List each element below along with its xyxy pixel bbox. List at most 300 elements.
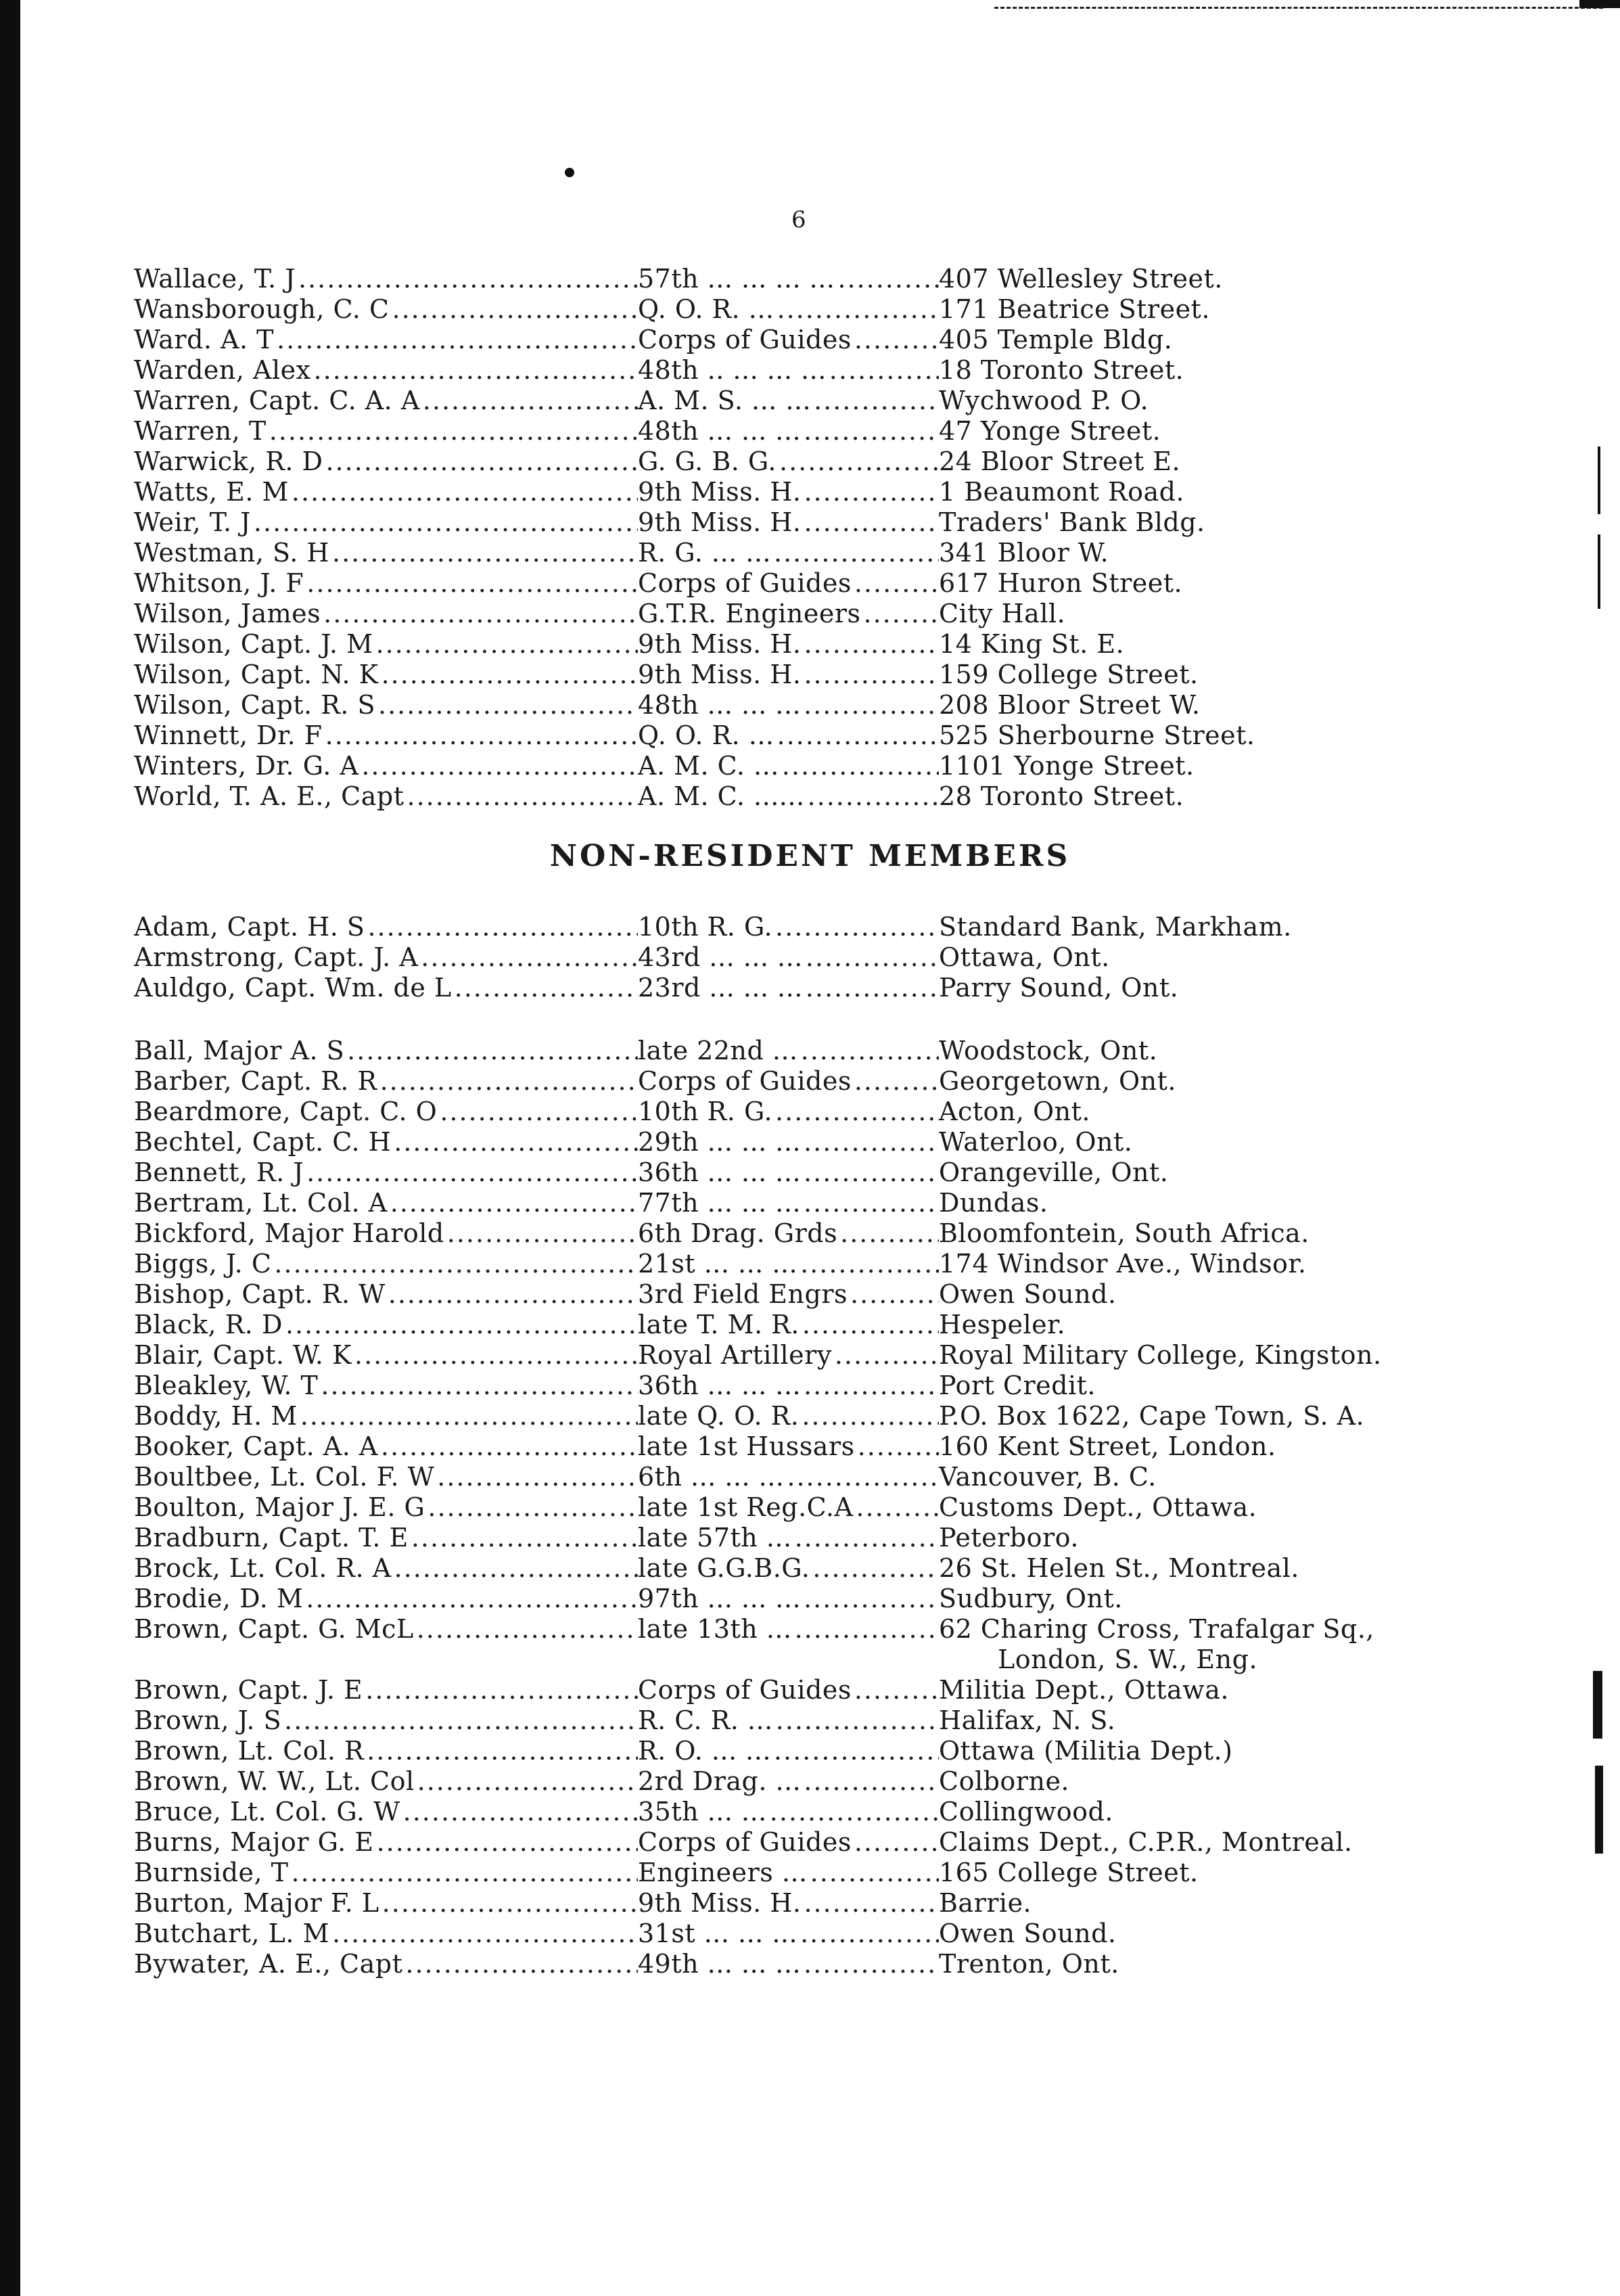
member-row	[134, 1157, 1419, 1188]
member-row	[134, 325, 1419, 355]
member-address-continuation: London, S. W., Eng.	[998, 1645, 1258, 1674]
member-unit: 35th ... ...	[638, 1797, 767, 1827]
member-row	[134, 942, 1419, 973]
margin-mark	[1598, 446, 1600, 514]
dot-leader	[804, 660, 939, 690]
member-row	[134, 1614, 1419, 1645]
member-unit: 31st ... ... ...	[638, 1919, 798, 1948]
member-name: Wilson, Capt. N. K	[134, 660, 379, 689]
member-name: Wansborough, C. C	[134, 294, 390, 324]
member-name-cell	[134, 1584, 638, 1614]
member-row	[134, 1797, 1419, 1827]
member-name-cell	[134, 1492, 638, 1523]
group-spacer	[134, 1003, 1419, 1036]
dot-leader	[804, 629, 939, 660]
dot-leader	[455, 973, 638, 1003]
dot-leader	[269, 416, 638, 446]
member-name: Warren, T	[134, 416, 267, 446]
member-name-cell	[134, 1949, 638, 1979]
member-address: 160 Kent Street, London.	[939, 1431, 1276, 1461]
member-address: 1 Beaumont Road.	[939, 477, 1185, 507]
dot-leader	[802, 1401, 939, 1431]
member-unit-cell	[638, 477, 939, 507]
member-unit-cell	[638, 751, 939, 781]
member-row	[134, 1675, 1419, 1705]
dot-leader	[376, 629, 638, 660]
member-row	[134, 1279, 1419, 1310]
ink-dot	[565, 168, 574, 177]
member-address: 405 Temple Bldg.	[939, 325, 1173, 354]
member-address: City Hall.	[939, 599, 1066, 628]
member-name: Warwick, R. D	[134, 446, 323, 476]
member-unit-cell	[638, 1462, 939, 1492]
member-name: Booker, Capt. A. A	[134, 1431, 378, 1461]
member-unit-cell	[638, 1523, 939, 1553]
member-unit-cell	[638, 599, 939, 629]
member-name: Blair, Capt. W. K	[134, 1340, 352, 1370]
dot-leader	[814, 386, 939, 416]
member-name: Brock, Lt. Col. R. A	[134, 1553, 392, 1583]
dot-leader	[325, 446, 638, 477]
member-unit-cell	[638, 1279, 939, 1310]
member-unit: late T. M. R.	[638, 1310, 800, 1339]
dot-leader	[808, 781, 939, 812]
member-address: Colborne.	[939, 1766, 1070, 1796]
section-heading: NON-RESIDENT MEMBERS	[549, 839, 1071, 873]
member-unit: 23rd ... ... ...	[638, 973, 803, 1003]
member-name: Brown, Lt. Col. R	[134, 1736, 365, 1766]
member-address: Militia Dept., Ottawa.	[939, 1675, 1229, 1705]
member-unit-cell	[638, 1858, 939, 1888]
member-row	[134, 507, 1419, 538]
dot-leader	[850, 1279, 939, 1310]
member-unit: 48th ... ... ...	[638, 416, 802, 446]
member-address: 28 Toronto Street.	[939, 781, 1184, 811]
member-row	[134, 1827, 1419, 1858]
member-name: Boulton, Major J. E. G	[134, 1492, 425, 1522]
dot-leader	[323, 599, 638, 629]
dot-leader	[365, 1675, 638, 1705]
member-name: Brown, J. S	[134, 1705, 282, 1735]
dot-leader	[804, 1888, 939, 1919]
member-unit: A. M. C. ......	[638, 781, 805, 811]
member-unit-cell	[638, 660, 939, 690]
member-name-cell	[134, 690, 638, 720]
member-name-cell	[134, 912, 638, 942]
member-name: Bickford, Major Harold	[134, 1218, 444, 1248]
member-address: Standard Bank, Markham.	[939, 912, 1292, 942]
member-name-cell	[134, 1401, 638, 1431]
member-row	[134, 294, 1419, 325]
member-name: Armstrong, Capt. J. A	[134, 942, 419, 972]
member-unit-cell	[638, 355, 939, 386]
member-row	[134, 1584, 1419, 1614]
dot-leader	[795, 1614, 939, 1645]
member-unit-cell	[638, 1553, 939, 1584]
member-name: Weir, T. J	[134, 507, 251, 537]
member-name-cell	[134, 1705, 638, 1736]
dot-leader	[854, 1827, 939, 1858]
member-name-cell	[134, 1218, 638, 1249]
member-name: Bennett, R. J	[134, 1157, 304, 1187]
member-unit: 36th ... ... ...	[638, 1371, 802, 1400]
member-name: Wilson, Capt. R. S	[134, 690, 375, 720]
member-unit-cell	[638, 1218, 939, 1249]
dot-leader	[810, 1858, 939, 1888]
member-unit: Corps of Guides	[638, 325, 852, 354]
member-name-cell	[134, 1371, 638, 1401]
member-unit-cell	[638, 1431, 939, 1462]
dot-leader	[254, 507, 638, 538]
member-name: Burns, Major G. E	[134, 1827, 374, 1857]
member-address: 26 St. Helen St., Montreal.	[939, 1553, 1299, 1583]
dot-leader	[347, 1036, 638, 1066]
member-unit-cell	[638, 973, 939, 1003]
member-unit: 2rd Drag. ...	[638, 1766, 802, 1796]
member-name: Ball, Major A. S	[134, 1036, 345, 1065]
member-address: 18 Toronto Street.	[939, 355, 1184, 385]
dot-leader	[300, 1401, 638, 1431]
member-unit: 21st ... ... ...	[638, 1249, 798, 1279]
member-unit-cell	[638, 1371, 939, 1401]
member-name-cell	[134, 355, 638, 386]
member-row	[134, 629, 1419, 660]
dot-leader	[804, 1127, 939, 1157]
dot-leader	[437, 1462, 638, 1492]
member-unit-cell	[638, 942, 939, 973]
dot-leader	[285, 1310, 638, 1340]
member-name-cell	[134, 781, 638, 812]
member-row	[134, 599, 1419, 629]
dot-leader	[390, 1188, 638, 1218]
member-name-cell	[134, 1858, 638, 1888]
member-row	[134, 973, 1419, 1003]
member-unit-cell	[638, 568, 939, 599]
member-unit: late Q. O. R.	[638, 1401, 800, 1431]
member-unit: R. C. R. ...	[638, 1705, 773, 1735]
member-unit-cell	[638, 264, 939, 294]
member-unit: 97th ... ... ...	[638, 1584, 802, 1613]
member-row	[134, 416, 1419, 446]
member-unit-cell	[638, 446, 939, 477]
member-unit-cell	[638, 781, 939, 812]
member-address: Owen Sound.	[939, 1279, 1117, 1309]
member-name: Westman, S. H	[134, 538, 330, 568]
member-unit: 10th R. G.	[638, 912, 773, 942]
member-name: Boultbee, Lt. Col. F. W	[134, 1462, 435, 1492]
member-unit-cell	[638, 1188, 939, 1218]
member-row	[134, 912, 1419, 942]
member-unit: 6th Drag. Grds	[638, 1218, 838, 1248]
member-row	[134, 1736, 1419, 1766]
member-address: Vancouver, B. C.	[939, 1462, 1157, 1492]
member-unit: Corps of Guides	[638, 1066, 852, 1096]
member-address: Royal Military College, Kingston.	[939, 1340, 1382, 1370]
member-unit: Corps of Guides	[638, 1675, 852, 1705]
member-unit: Corps of Guides	[638, 1827, 852, 1857]
member-unit: Q. O. R. ...	[638, 720, 774, 750]
member-name: Warden, Alex	[134, 355, 311, 385]
member-address: Parry Sound, Ont.	[939, 973, 1179, 1003]
member-row	[134, 1371, 1419, 1401]
member-unit-cell	[638, 386, 939, 416]
dot-leader	[775, 912, 939, 942]
member-row	[134, 1858, 1419, 1888]
member-name: Brown, W. W., Lt. Col	[134, 1766, 415, 1796]
member-row	[134, 1431, 1419, 1462]
member-unit-cell	[638, 912, 939, 942]
dot-leader	[804, 690, 939, 720]
member-unit: 9th Miss. H.	[638, 477, 802, 507]
member-unit: 49th ... ... ...	[638, 1949, 802, 1979]
member-name-cell	[134, 1127, 638, 1157]
member-row	[134, 1310, 1419, 1340]
non-resident-members-list	[134, 912, 1419, 1979]
member-name-cell	[134, 1523, 638, 1553]
dot-leader	[394, 1127, 638, 1157]
member-unit: 77th ... ... ...	[638, 1188, 802, 1218]
dot-leader	[392, 294, 638, 325]
member-row	[134, 1097, 1419, 1127]
member-row	[134, 355, 1419, 386]
member-name-cell	[134, 1827, 638, 1858]
member-unit: 36th ... ... ...	[638, 1157, 802, 1187]
dot-leader	[800, 1249, 939, 1279]
member-unit: Royal Artillery	[638, 1340, 832, 1370]
dot-leader	[277, 325, 638, 355]
dot-leader	[306, 1584, 638, 1614]
member-address: 171 Beatrice Street.	[939, 294, 1210, 324]
member-name: Barber, Capt. R. R	[134, 1066, 377, 1096]
member-name-cell	[134, 1675, 638, 1705]
member-name: Adam, Capt. H. S	[134, 912, 365, 942]
member-address: 341 Bloor W.	[939, 538, 1109, 568]
member-name: Bleakley, W. T	[134, 1371, 319, 1400]
member-address: 14 King St. E.	[939, 629, 1125, 659]
dot-leader	[314, 355, 638, 386]
member-name-cell	[134, 264, 638, 294]
member-address: 1101 Yonge Street.	[939, 751, 1195, 781]
dot-leader	[804, 1949, 939, 1979]
member-address: Woodstock, Ont.	[939, 1036, 1158, 1065]
dot-leader	[787, 1462, 939, 1492]
member-unit-cell	[638, 1340, 939, 1371]
member-unit-cell	[638, 1705, 939, 1736]
member-name-cell	[134, 477, 638, 507]
dot-leader	[354, 1340, 638, 1371]
dot-leader	[806, 973, 939, 1003]
member-name-cell	[134, 1766, 638, 1797]
member-row	[134, 660, 1419, 690]
dot-leader	[837, 264, 939, 294]
member-name: Butchart, L. M	[134, 1919, 329, 1948]
member-address: Hespeler.	[939, 1310, 1066, 1339]
member-name-cell	[134, 416, 638, 446]
member-address: Traders' Bank Bldg.	[939, 507, 1205, 537]
member-name-cell	[134, 599, 638, 629]
member-unit: 57th ... ... ... ...	[638, 264, 835, 294]
dot-leader	[804, 416, 939, 446]
member-row	[134, 720, 1419, 751]
dot-leader	[782, 751, 939, 781]
page-number: 6	[791, 206, 806, 233]
member-row	[134, 264, 1419, 294]
member-unit-cell	[638, 1127, 939, 1157]
member-unit: Q. O. R. ...	[638, 294, 774, 324]
dot-leader	[381, 660, 638, 690]
member-row	[134, 1766, 1419, 1797]
dot-leader	[274, 1249, 638, 1279]
dot-leader	[380, 1066, 638, 1097]
member-row	[134, 1888, 1419, 1919]
dot-leader	[367, 912, 638, 942]
member-name: Auldgo, Capt. Wm. de L	[134, 973, 452, 1003]
member-name-cell	[134, 942, 638, 973]
dot-leader	[854, 1675, 939, 1705]
member-unit-cell	[638, 325, 939, 355]
dot-leader	[407, 781, 638, 812]
member-name-cell	[134, 325, 638, 355]
member-address: Bloomfontein, South Africa.	[939, 1218, 1310, 1248]
member-unit: late 57th ...	[638, 1523, 792, 1553]
member-name-cell	[134, 751, 638, 781]
member-address: Wychwood P. O.	[939, 386, 1149, 415]
member-address: Collingwood.	[939, 1797, 1113, 1827]
member-unit: G.T.R. Engineers	[638, 599, 861, 628]
member-name: Bywater, A. E., Capt	[134, 1949, 403, 1979]
resident-members-list	[134, 264, 1419, 812]
margin-mark	[1593, 1671, 1602, 1739]
member-address: Georgetown, Ont.	[939, 1066, 1176, 1096]
member-name-cell	[134, 973, 638, 1003]
dot-leader	[801, 1036, 939, 1066]
member-name-cell	[134, 629, 638, 660]
member-name-cell	[134, 1462, 638, 1492]
dot-leader	[321, 1371, 638, 1401]
member-unit-cell	[638, 720, 939, 751]
member-address: 174 Windsor Ave., Windsor.	[939, 1249, 1307, 1279]
member-address: Claims Dept., C.P.R., Montreal.	[939, 1827, 1353, 1857]
member-name-cell	[134, 1036, 638, 1066]
dot-leader	[864, 599, 940, 629]
member-row	[134, 1066, 1419, 1097]
member-unit: 9th Miss. H.	[638, 507, 802, 537]
member-unit-cell	[638, 1675, 939, 1705]
member-name: Bishop, Capt. R. W	[134, 1279, 386, 1309]
member-unit: 9th Miss. H.	[638, 1888, 802, 1918]
member-name-cell	[134, 1340, 638, 1371]
member-name: World, T. A. E., Capt	[134, 781, 404, 811]
member-name: Watts, E. M	[134, 477, 289, 507]
member-unit: 9th Miss. H.	[638, 629, 802, 659]
dot-leader	[858, 1431, 939, 1462]
member-name-cell	[134, 386, 638, 416]
member-unit: 29th ... ... ...	[638, 1127, 802, 1157]
dot-leader	[806, 942, 939, 973]
member-unit: A. M. C. ...	[638, 751, 779, 781]
member-unit: late 13th ...	[638, 1614, 792, 1644]
member-row	[134, 690, 1419, 720]
member-row	[134, 1401, 1419, 1431]
dot-leader	[284, 1705, 638, 1736]
member-address: 24 Bloor Street E.	[939, 446, 1181, 476]
dot-leader	[377, 1827, 638, 1858]
dot-leader	[403, 1797, 638, 1827]
member-address: Halifax, N. S.	[939, 1705, 1116, 1735]
member-name-cell	[134, 1066, 638, 1097]
member-address: P.O. Box 1622, Cape Town, S. A.	[939, 1401, 1365, 1431]
member-name-cell	[134, 294, 638, 325]
member-row	[134, 1553, 1419, 1584]
member-name-cell	[134, 660, 638, 690]
member-unit: 3rd Field Engrs	[638, 1279, 848, 1309]
member-address: 47 Yonge Street.	[939, 416, 1161, 446]
member-name-cell	[134, 568, 638, 599]
dot-leader	[332, 538, 638, 568]
member-unit: G. G. B. G.	[638, 446, 777, 476]
member-address: Ottawa (Militia Dept.)	[939, 1736, 1233, 1766]
member-unit-cell	[638, 1584, 939, 1614]
dot-leader	[423, 386, 638, 416]
member-unit-cell	[638, 1036, 939, 1066]
dot-leader	[770, 1797, 939, 1827]
member-unit: late 1st Reg.C.A	[638, 1492, 854, 1522]
dot-leader	[800, 1919, 939, 1949]
scan-left-border	[0, 0, 20, 2296]
member-name-cell	[134, 1310, 638, 1340]
member-address: 208 Bloor Street W.	[939, 690, 1201, 720]
dot-leader	[829, 355, 939, 386]
member-address: Waterloo, Ont.	[939, 1127, 1133, 1157]
member-unit: late 22nd ...	[638, 1036, 798, 1065]
member-row	[134, 1218, 1419, 1249]
dot-leader	[777, 294, 939, 325]
member-name: Burnside, T	[134, 1858, 289, 1887]
member-name: Ward. A. T	[134, 325, 275, 354]
member-unit: 10th R. G.	[638, 1097, 773, 1126]
member-name: Bruce, Lt. Col. G. W	[134, 1797, 400, 1827]
member-name: Warren, Capt. C. A. A	[134, 386, 420, 415]
member-row	[134, 477, 1419, 507]
member-row	[134, 538, 1419, 568]
dot-leader	[804, 1766, 939, 1797]
member-unit-cell	[638, 1310, 939, 1340]
member-row	[134, 446, 1419, 477]
member-unit-cell	[638, 416, 939, 446]
dot-leader	[804, 1157, 939, 1188]
dot-leader	[427, 1492, 638, 1523]
dot-leader	[774, 538, 939, 568]
member-unit: late 1st Hussars	[638, 1431, 855, 1461]
member-address: Owen Sound.	[939, 1919, 1117, 1948]
member-unit-cell	[638, 1766, 939, 1797]
member-unit: 48th .. ... ... ...	[638, 355, 827, 385]
dot-leader	[440, 1097, 638, 1127]
dot-leader	[394, 1553, 638, 1584]
member-unit-cell	[638, 1888, 939, 1919]
member-name-cell	[134, 1797, 638, 1827]
dot-leader	[774, 1736, 939, 1766]
dot-leader	[332, 1919, 638, 1949]
dot-leader	[835, 1340, 939, 1371]
dot-leader	[795, 1523, 939, 1553]
member-name: Bertram, Lt. Col. A	[134, 1188, 388, 1218]
member-address: Ottawa, Ont.	[939, 942, 1110, 972]
member-address: Dundas.	[939, 1188, 1048, 1218]
dot-leader	[388, 1279, 638, 1310]
member-unit-cell	[638, 1827, 939, 1858]
member-name: Whitson, J. F	[134, 568, 304, 598]
